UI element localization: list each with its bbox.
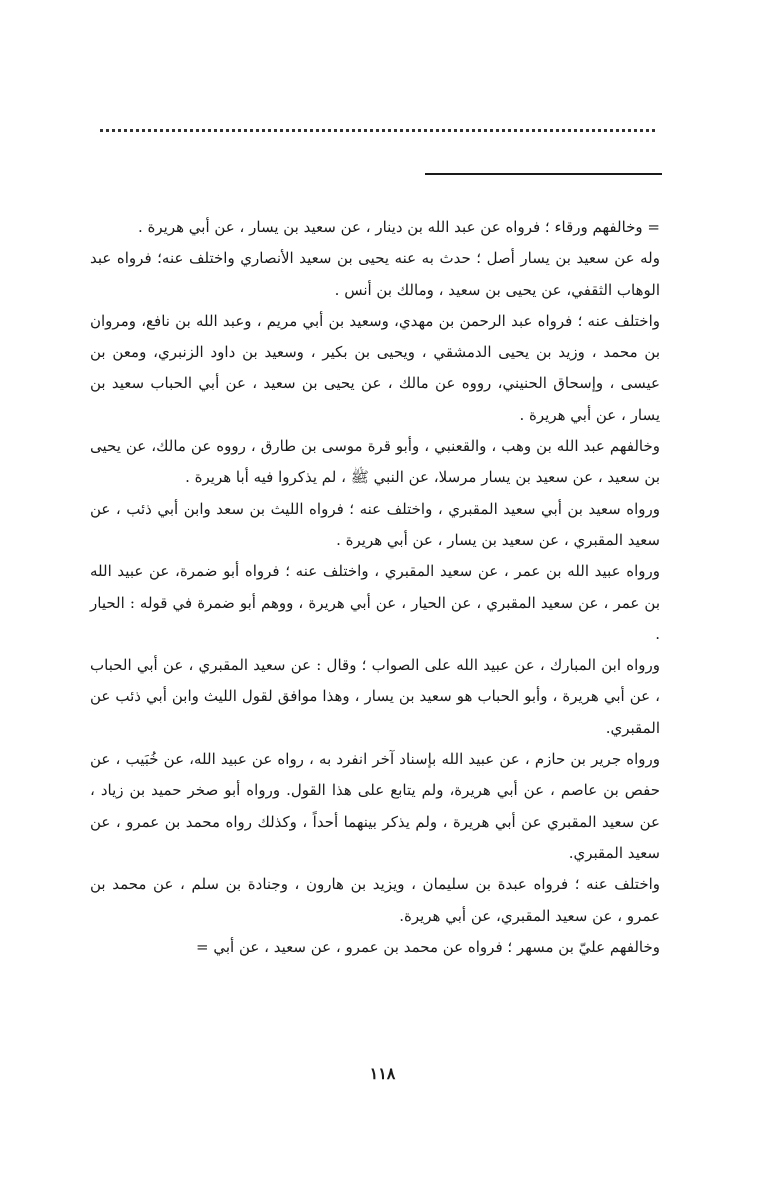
paragraph: = وخالفهم ورقاء ؛ فرواه عن عبد الله بن دينار ، عن سعيد بن يسار ، عن أبي هريرة . <box>137 218 660 236</box>
page-number: ١١٨ <box>369 1064 396 1083</box>
paragraph: ورواه جرير بن حازم ، عن عبيد الله بإسناد آخر انفرد به ، رواه عن عبيد الله، عن خُبَيب ، عن حفص بن عاصم ، عن أبي هريرة، ولم يتابع على هذا القول. ورواه أبو صخر حميد بن زياد ، عن سعيد المقبري عن أبي هريرة ، ولم يذكر بينهما أحداً ، وكذلك رواه محمد بن عمرو ، عن سعيد المقبري. <box>90 750 660 862</box>
paragraph: وله عن سعيد بن يسار أصل ؛ حدث به عنه يحيى بن سعيد الأنصاري واختلف عنه؛ فرواه عبد الوهاب الثقفي، عن يحيى بن سعيد ، ومالك بن أنس . <box>90 249 660 299</box>
paragraph: ورواه سعيد بن أبي سعيد المقبري ، واختلف عنه ؛ فرواه الليث بن سعد وابن أبي ذئب ، عن سعيد المقبري ، عن سعيد بن يسار ، عن أبي هريرة . <box>90 499 660 549</box>
paragraph: ورواه عبيد الله بن عمر ، عن سعيد المقبري ، واختلف عنه ؛ فرواه أبو ضمرة، عن عبيد الله بن عمر ، عن سعيد المقبري ، عن الحيار ، عن أبي هريرة ، ووهم أبو ضمرة في قوله : الحيار . <box>90 562 660 643</box>
paragraph: وخالفهم عبد الله بن وهب ، والقعنبي ، وأبو قرة موسى بن طارق ، رووه عن مالك، عن يحيى بن سعيد ، عن سعيد بن يسار مرسلا، عن النبي ﷺ ، لم يذكروا فيه أبا هريرة . <box>90 437 660 487</box>
paragraph: واختلف عنه ؛ فرواه عبد الرحمن بن مهدي، وسعيد بن أبي مريم ، وعبد الله بن نافع، ومروان بن محمد ، وزيد بن يحيى الدمشقي ، ويحيى بن بكير ، وسعيد بن داود الزنبري، ومعن بن عيسى ، وإسحاق الحنيني، رووه عن مالك ، عن يحيى بن سعيد ، عن أبي الحباب سعيد بن يسار ، عن أبي هريرة . <box>90 311 660 424</box>
footnote-text <box>90 212 660 963</box>
paragraph: وخالفهم عليّ بن مسهر ؛ فرواه عن محمد بن عمرو ، عن سعيد ، عن أبي = <box>196 937 660 956</box>
paragraph: ورواه ابن المبارك ، عن عبيد الله على الصواب ؛ وقال : عن سعيد المقبري ، عن أبي الحباب ، عن أبي هريرة ، وأبو الحباب هو سعيد بن يسار ، وهذا موافق لقول الليث وابن أبي ذئب عن المقبري. <box>90 656 660 737</box>
paragraph: واختلف عنه ؛ فرواه عبدة بن سليمان ، ويزيد بن هارون ، وجنادة بن سلم ، عن محمد بن عمرو ، عن سعيد المقبري، عن أبي هريرة. <box>90 875 660 925</box>
dotted-separator <box>100 129 655 132</box>
footnote-rule <box>425 173 662 175</box>
